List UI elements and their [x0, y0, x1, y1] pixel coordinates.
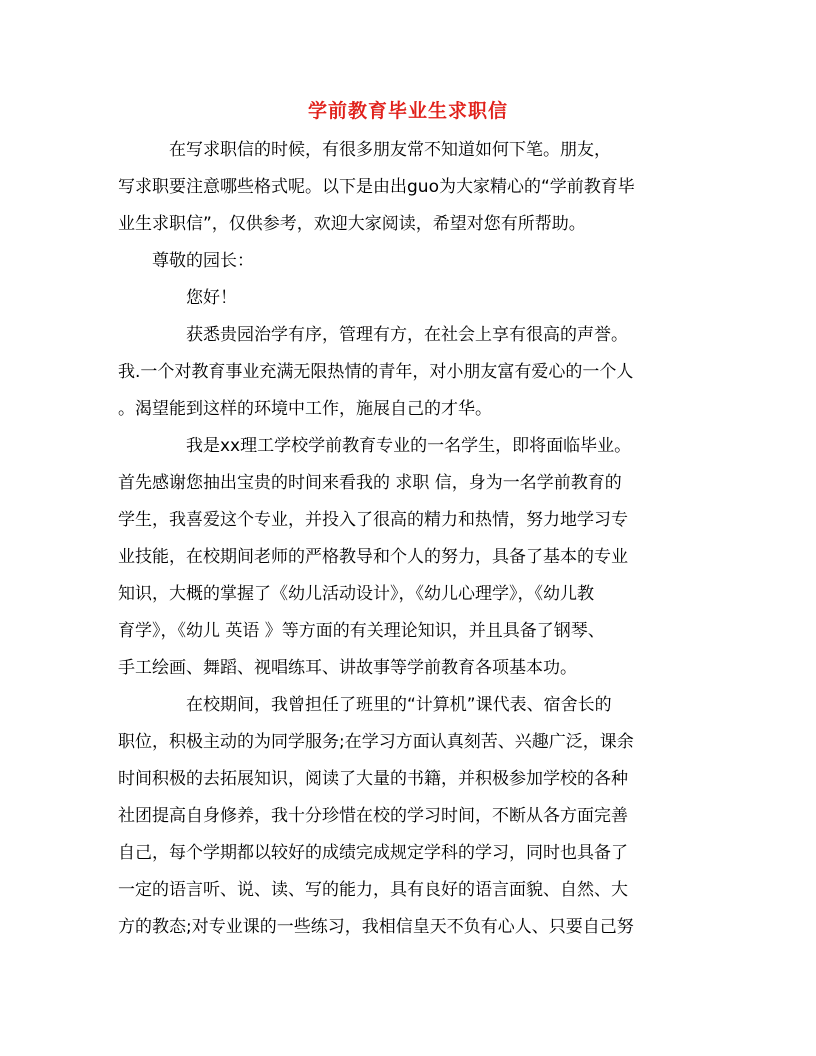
text-line: 自己，每个学期都以较好的成绩完成规定学科的学习，同时也具备了 — [118, 843, 628, 863]
text-line: 尊敬的园长： — [118, 251, 254, 271]
text-line: 写求职要注意哪些格式呢。以下是由出guo为大家精心的“学前教育毕 — [118, 177, 635, 197]
text-line: 我.一个对教育事业充满无限热情的青年，对小朋友富有爱心的一个人 — [118, 362, 634, 382]
text-line: 一定的语言听、说、读、写的能力，具有良好的语言面貌、自然、大 — [118, 880, 628, 900]
text-line: 业生求职信”，仅供参考，欢迎大家阅读，希望对您有所帮助。 — [118, 214, 586, 234]
text-line: 学生，我喜爱这个专业，并投入了很高的精力和热情，努力地学习专 — [118, 510, 628, 530]
text-line: 职位，积极主动的为同学服务;在学习方面认真刻苦、兴趣广泛，课余 — [118, 732, 634, 752]
document-title: 学前教育毕业生求职信 — [307, 100, 508, 122]
text-line: 获悉贵园治学有序，管理有方，在社会上享有很高的声誉。 — [118, 325, 628, 345]
text-line: 业技能，在校期间老师的严格教导和个人的努力，具备了基本的专业 — [118, 547, 628, 567]
text-line: 在校期间，我曾担任了班里的“计算机”课代表、宿舍长的 — [118, 695, 612, 715]
text-line: 手工绘画、舞蹈、视唱练耳、讲故事等学前教育各项基本功。 — [118, 658, 577, 678]
text-line: 时间积极的去拓展知识，阅读了大量的书籍，并积极参加学校的各种 — [118, 769, 628, 789]
text-line: 我是xx理工学校学前教育专业的一名学生，即将面临毕业。 — [118, 436, 632, 456]
text-line: 方的教态;对专业课的一些练习，我相信皇天不负有心人、只要自己努 — [118, 917, 634, 937]
text-line: 。渴望能到这样的环境中工作，施展自己的才华。 — [118, 399, 492, 419]
text-line: 在写求职信的时候，有很多朋友常不知道如何下笔。朋友， — [118, 140, 611, 160]
text-line: 育学》，《幼儿 英语 》等方面的有关理论知识，并且具备了钢琴、 — [118, 621, 605, 641]
text-line: 知识，大概的掌握了《幼儿活动设计》，《幼儿心理学》，《幼儿教 — [118, 584, 594, 604]
text-line: 首先感谢您抽出宝贵的时间来看我的 求职 信，身为一名学前教育的 — [118, 473, 622, 493]
text-line: 社团提高自身修养，我十分珍惜在校的学习时间，不断从各方面完善 — [118, 806, 628, 826]
text-line: 您好！ — [118, 288, 237, 308]
